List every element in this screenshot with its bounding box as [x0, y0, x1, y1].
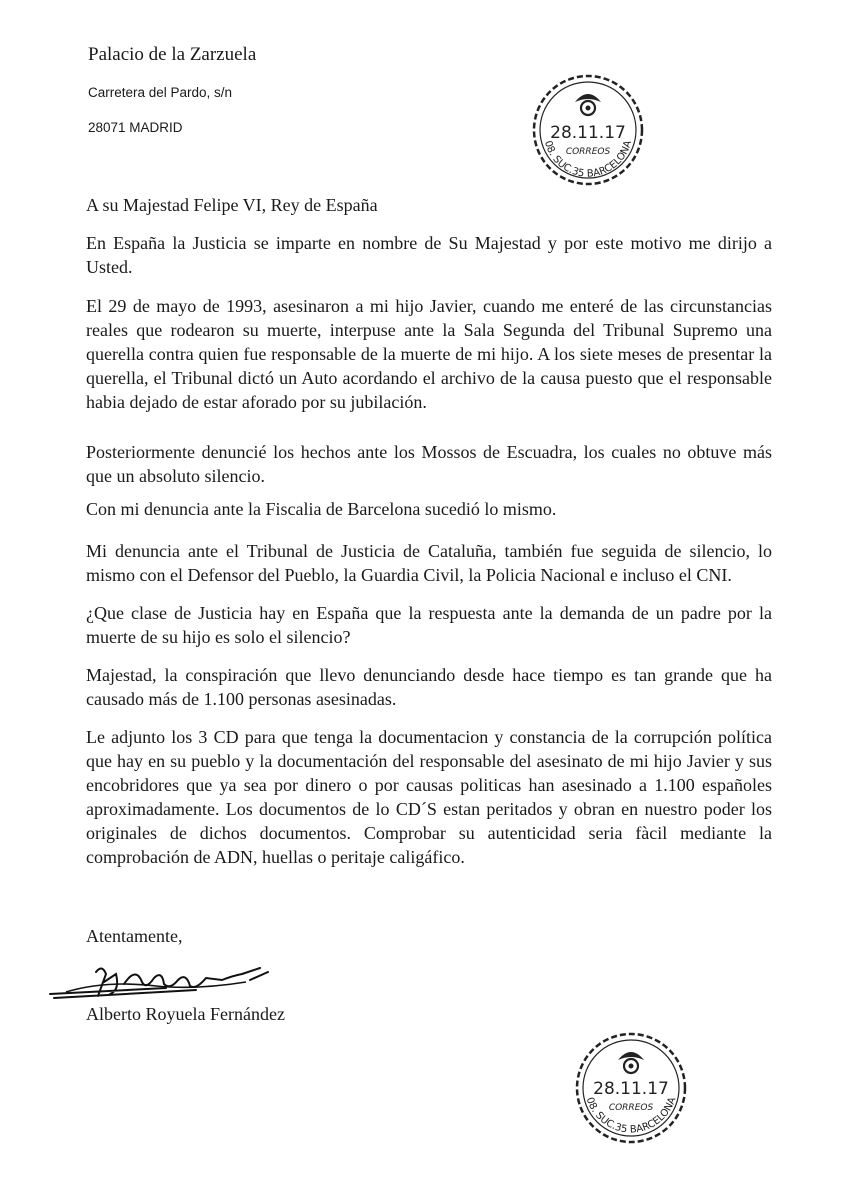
recipient-city: 28071 MADRID [88, 120, 183, 135]
recipient-name: Palacio de la Zarzuela [88, 44, 257, 65]
paragraph: El 29 de mayo de 1993, asesinaron a mi hijo Javier, cuando me enteré de las circunstancias reales que rodearon su muerte, interpuse ante la Sala Segunda del Tribunal Supremo una querella contra quien fue responsable de la muerte de mi hijo. A los siete meses de presentar la querella, el Tribunal dictó un Auto acordando el archivo de la causa puesto que el responsable habia dejado de estar aforado por su jubilación. [86, 296, 772, 412]
post-horn-icon [618, 1052, 644, 1073]
paragraph: En España la Justicia se imparte en nombre de Su Majestad y por este motivo me dirijo a Usted. [86, 233, 772, 277]
handwritten-signature [46, 960, 276, 1006]
postmark-stamp [568, 1030, 694, 1146]
recipient-street: Carretera del Pardo, s/n [88, 85, 233, 100]
postmark-office: 08. SUC.35 BARCELONA [583, 1095, 679, 1136]
paragraph: Posteriormente denuncié los hechos ante los Mossos de Escuadra, los cuales no obtuve más que un absoluto silencio. [86, 442, 772, 486]
paragraph: Le adjunto los 3 CD para que tenga la documentacion y constancia de la corrupción política que hay en su pueblo y la documentación del responsable del asesinato de mi hijo Javier y sus encobridores que ya sea por dinero o por causas politicas han asesinado a 1.100 españoles aproximadamente. Los documentos de lo CD´S estan peritados y obran en nuestro poder los originales de dichos documentos. Comprobar su autenticidad seria fàcil mediante la comprobación de ADN, huellas o peritaje caligáfico. [86, 727, 772, 867]
signer-name: Alberto Royuela Fernández [86, 1004, 285, 1024]
paragraph: ¿Que clase de Justicia hay en España que la respuesta ante la demanda de un padre por la muerte de su hijo es solo el silencio? [86, 603, 772, 647]
postmark-date: 28.11.17 [593, 1079, 669, 1099]
paragraph: Mi denuncia ante el Tribunal de Justicia de Cataluña, también fue seguida de silencio, lo mismo con el Defensor del Pueblo, la Guardia Civil, la Policia Nacional e incluso el CNI. [86, 541, 772, 585]
postmark-service: CORREOS [608, 1103, 654, 1113]
paragraph: Majestad, la conspiración que llevo denunciando desde hace tiempo es tan grande que ha causado más de 1.100 personas asesinadas. [86, 665, 772, 709]
post-horn-icon [575, 94, 601, 115]
paragraph: Con mi denuncia ante la Fiscalia de Barcelona sucedió lo mismo. [86, 499, 557, 519]
salutation: A su Majestad Felipe VI, Rey de España [86, 195, 378, 215]
postmark-stamp [525, 72, 651, 188]
postmark-office: 08. SUC.35 BARCELONA [541, 139, 635, 180]
postmark-service: CORREOS [565, 147, 611, 157]
closing: Atentamente, [86, 926, 183, 946]
postmark-date: 28.11.17 [550, 123, 626, 143]
